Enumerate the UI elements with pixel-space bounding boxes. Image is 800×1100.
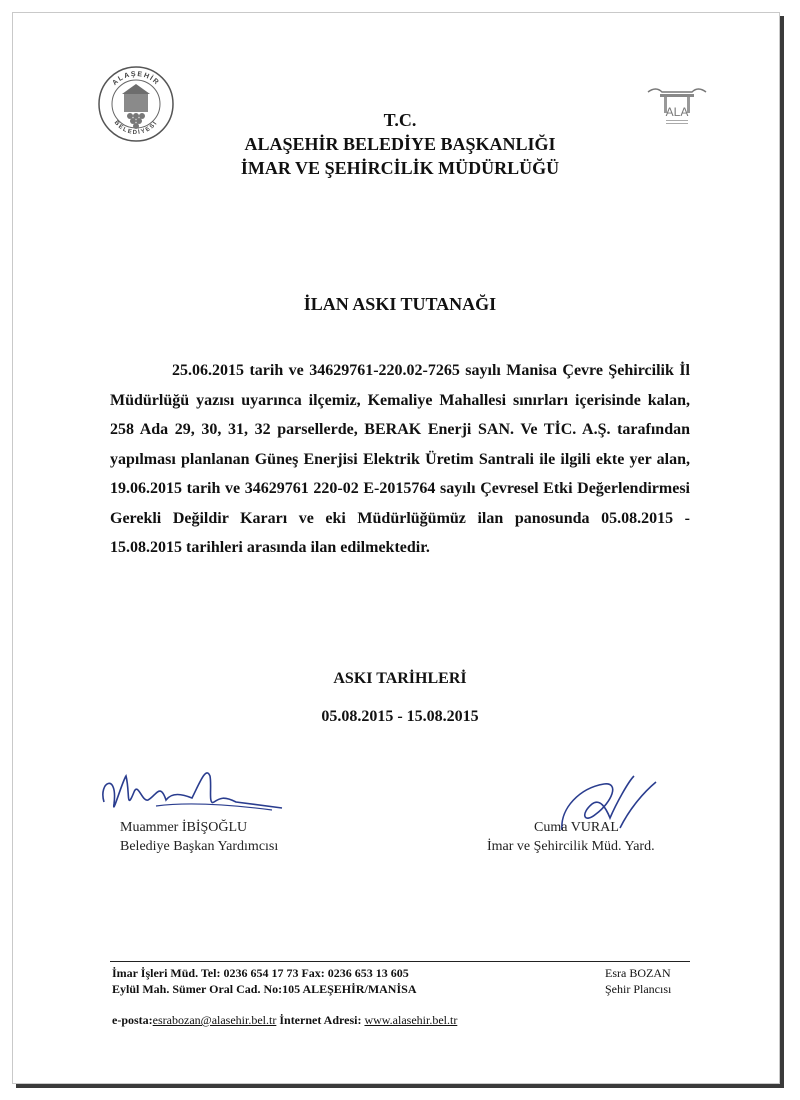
body-paragraph-block [110, 356, 690, 563]
seal-top-text: ALAŞEHİR [111, 70, 161, 87]
footer-right-title: Şehir Plancısı [605, 982, 672, 996]
web-label: İnternet Adresi: [279, 1013, 362, 1027]
header-tc: T.C. [383, 110, 417, 130]
dates-value: 05.08.2015 - 15.08.2015 [321, 708, 479, 725]
dates-title: ASKI TARİHLERİ [333, 670, 467, 687]
municipality-seal-icon [96, 64, 176, 144]
seal-bottom-text: BELEDİYESİ [112, 119, 160, 137]
header-directorate: İMAR VE ŞEHİRCİLİK MÜDÜRLÜĞÜ [240, 158, 560, 178]
footer-right-name: Esra BOZAN [605, 966, 671, 980]
signatory-left-name: Muammer İBİŞOĞLU [120, 820, 248, 835]
body-paragraph: 25.06.2015 tarih ve 34629761-220.02-7265 sayılı Manisa Çevre Şehircilik İl Müdürlüğü yazısı uyarınca ilçemiz, Kemaliye Mahallesi sınırları içerisinde kalan, 258 Ada 29, 30, 31, 32 parsellerde, BERAK Enerji SAN. Ve TİC. A.Ş. tarafından yapılması planlanan Güneş Enerjisi Elektrik Üretim Santrali ile ilgili ekte yer alan, 19.06.2015 tarih ve 34629761 220-02 E-2015764 sayılı Çevresel Etki Değerlendirmesi Gerekli Değildir Kararı ve eki Müdürlüğümüz ilan panosunda 05.08.2015 - 15.08.2015 tarihleri arasında ilan edilmektedir. [110, 362, 690, 556]
footer-online [112, 1013, 457, 1028]
document-title: İLAN ASKI TUTANAĞI [303, 294, 497, 314]
header-municipality: ALAŞEHİR BELEDİYE BAŞKANLIĞI [244, 134, 556, 154]
web-link[interactable]: www.alasehir.bel.tr [364, 1013, 458, 1027]
signatory-right-name: Cuma VURAL [534, 820, 619, 835]
signatory-right-role: İmar ve Şehircilik Müd. Yard. [487, 839, 655, 854]
signatory-left-role: Belediye Başkan Yardımcısı [120, 839, 279, 854]
footer-address: Eylül Mah. Sümer Oral Cad. No:105 ALEŞEHİR/MANİSA [112, 982, 417, 996]
right-logo-text: ALA [665, 105, 689, 119]
footer-contact: İmar İşleri Müd. Tel: 0236 654 17 73 Fax: 0236 653 13 605 [112, 966, 409, 980]
email-link[interactable]: esrabozan@alasehir.bel.tr [152, 1013, 277, 1027]
footer-divider [110, 961, 690, 962]
email-label: e-posta: [112, 1013, 153, 1027]
